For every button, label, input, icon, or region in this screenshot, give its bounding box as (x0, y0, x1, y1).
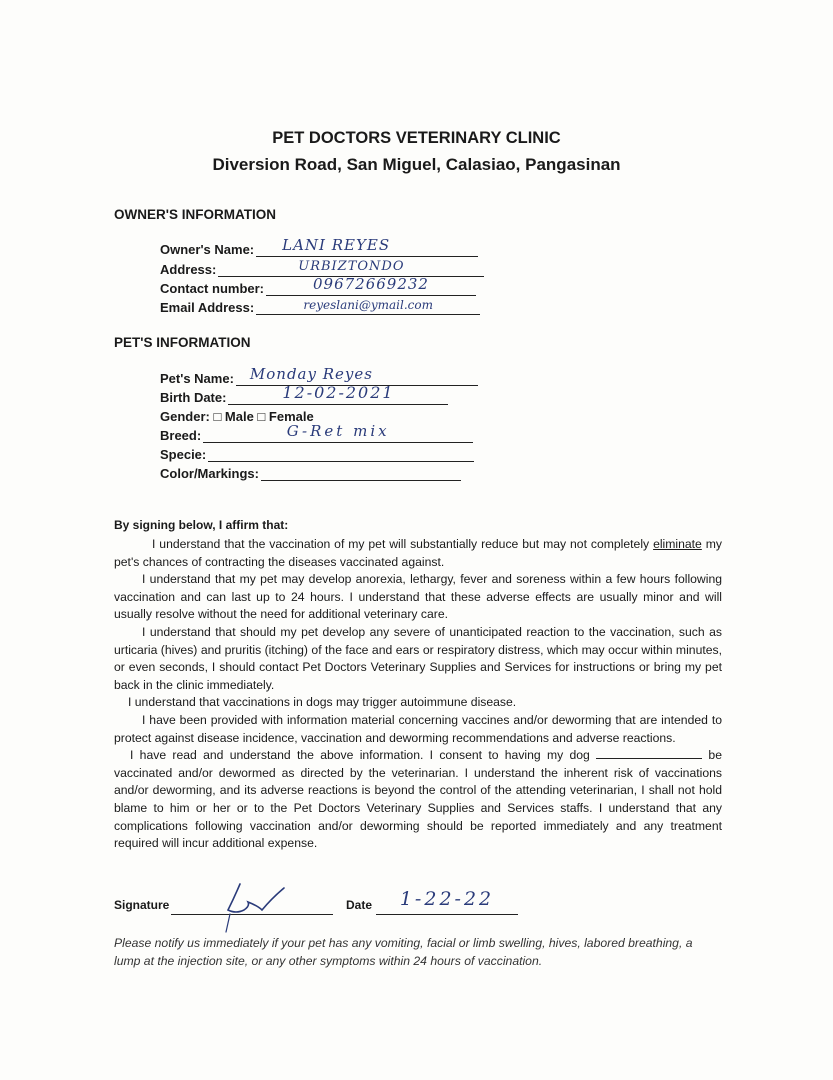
pet-name-value: Monday Reyes (249, 365, 373, 383)
affirmation-heading: By signing below, I affirm that: (114, 518, 289, 532)
owner-name-label: Owner's Name: (160, 242, 255, 257)
specie-line[interactable] (208, 447, 474, 462)
signature-label: Signature (114, 898, 170, 912)
contact-number-label: Contact number: (160, 281, 264, 296)
pet-name-label: Pet's Name: (160, 371, 234, 386)
specie-label: Specie: (160, 447, 207, 462)
affirmation-paragraph (114, 536, 722, 571)
dog-name-blank[interactable] (596, 747, 702, 759)
address-label: Address: (160, 262, 217, 277)
affirmation-paragraph: I understand that my pet may develop anorexia, lethargy, fever and soreness within a few hours following vaccination and can last up to 24 hours. I understand that these adverse effects are usually minor and will usually resolve without the need for additional veterinary care. (114, 572, 722, 622)
address-value: URBIZTONDO (298, 259, 405, 274)
date-label: Date (346, 898, 373, 912)
signature-row (114, 898, 169, 912)
owner-name-line[interactable] (256, 236, 478, 257)
affirmation-paragraph: I understand that should my pet develop any severe of unanticipated reaction to the vaccination, such as urticaria (hives) and pruritis (itching) of the face and ears or respiratory distress, which may occur within minutes, or even seconds, I should contact Pet Doctors Veterinary Supplies and Services for instructions or bring my pet back in the clinic immediately. (114, 624, 722, 692)
affirmation-paragraph (114, 747, 722, 853)
p1-eliminate: eliminate (653, 537, 702, 551)
notice-text: Please notify us immediately if your pet has any vomiting, facial or limb swelling, hives, labored breathing, a lump at the injection site, or any other symptoms within 24 hours of vaccination. (114, 936, 693, 968)
date-row (346, 898, 372, 912)
date-value: 1-22-22 (399, 888, 495, 910)
affirmation-body (114, 536, 722, 853)
date-line[interactable] (376, 888, 518, 915)
email-line[interactable] (256, 300, 480, 315)
birth-date-label: Birth Date: (160, 390, 227, 405)
clinic-address: Diversion Road, San Miguel, Calasiao, Pangasinan (212, 155, 621, 174)
color-markings-line[interactable] (261, 466, 461, 481)
breed-line[interactable] (203, 422, 473, 443)
owner-name-field (160, 236, 478, 260)
p1-text: I understand that the vaccination of my pet will substantially reduce but may not completely (152, 537, 650, 551)
birth-date-field (160, 383, 448, 408)
breed-value: G-Ret mix (286, 422, 390, 440)
gender-label: Gender: □ Male □ Female (160, 409, 314, 424)
owner-name-value: LANI REYES (282, 236, 391, 254)
birth-date-value: 12-02-2021 (282, 383, 395, 402)
clinic-name: PET DOCTORS VETERINARY CLINIC (272, 129, 561, 147)
contact-number-value: 09672669232 (313, 275, 429, 293)
breed-field (160, 422, 473, 446)
owner-section-heading: OWNER'S INFORMATION (114, 207, 276, 222)
contact-number-line[interactable] (266, 275, 476, 296)
email-label: Email Address: (160, 300, 255, 315)
email-field (160, 300, 480, 318)
p1-text-end: my pet's chances of contracting the diseases vaccinated against. (114, 537, 723, 569)
color-markings-label: Color/Markings: (160, 466, 259, 481)
breed-label: Breed: (160, 428, 202, 443)
color-markings-field (160, 466, 461, 484)
p6-text-end: be vaccinated and/or dewormed as directed by the veterinarian. I understand the inherent risk of vaccinations and/or deworming, and its adverse reactions is beyond the control of the attending veterinarian, I shall not hold blame to him or her or to the Pet Doctors Veterinary Supplies and Services staffs. I understand that any complications following vaccination and/or deworming should be reported immediately and any treatment required will incur additional expense. (114, 748, 722, 851)
p6-text: I have read and understand the above information. I consent to having my dog (130, 748, 597, 763)
signature-scribble (218, 876, 288, 936)
email-value: reyeslani@ymail.com (303, 298, 433, 312)
affirmation-paragraph: I have been provided with information material concerning vaccines and/or deworming that are intended to protect against disease incidence, vaccination and deworming recommendations and adverse reactions. (114, 712, 722, 745)
affirmation-paragraph: I understand that vaccinations in dogs may trigger autoimmune disease. (128, 695, 517, 710)
pet-section-heading: PET'S INFORMATION (114, 335, 251, 350)
specie-field (160, 447, 474, 465)
contact-number-field (160, 275, 476, 299)
birth-date-line[interactable] (228, 383, 448, 405)
